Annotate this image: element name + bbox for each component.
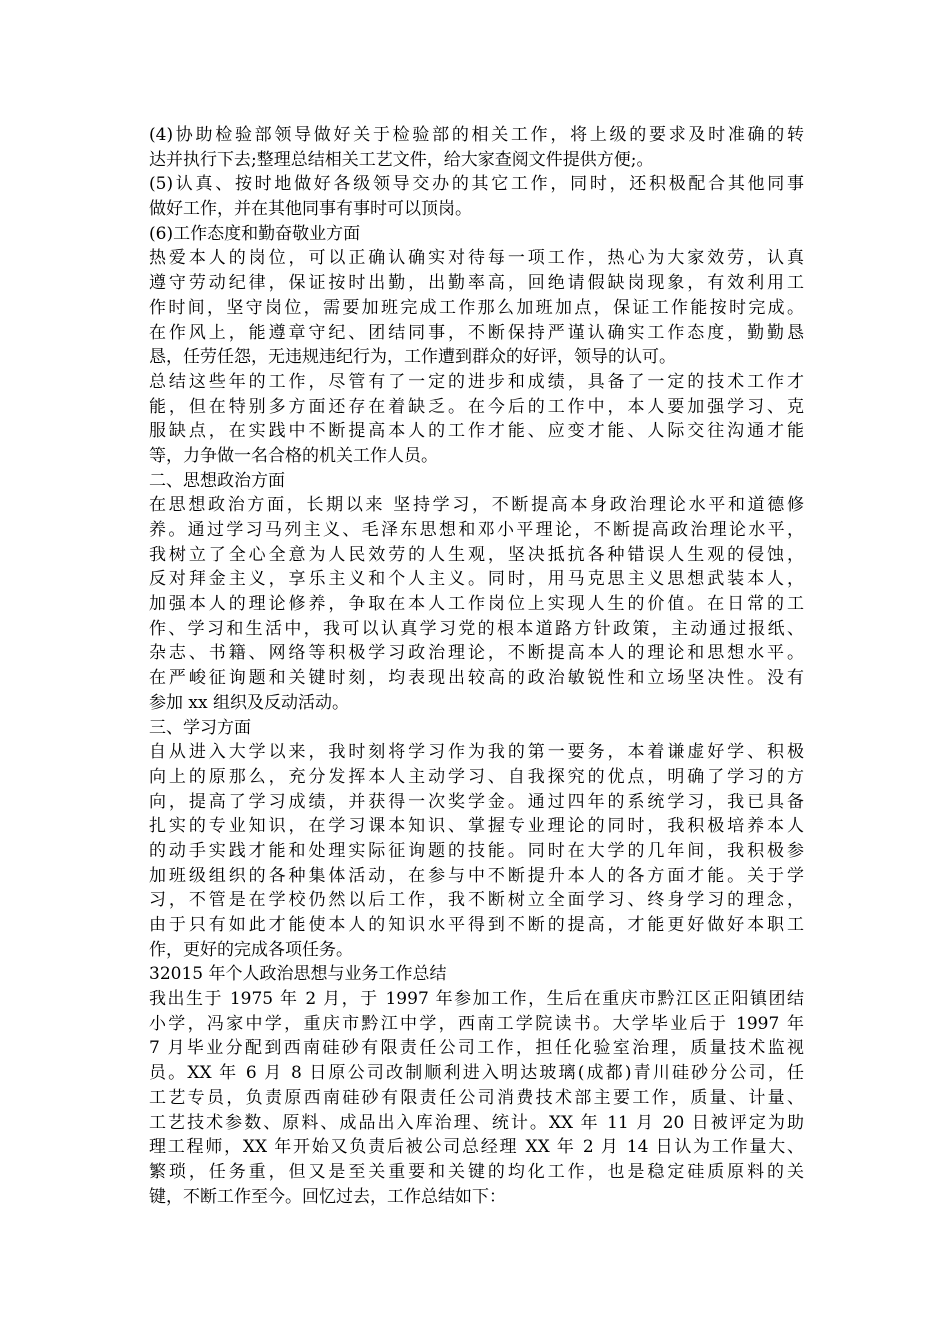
text-line: 反对拜金主义，享乐主义和个人主义。同时，用马克思主义思想武装本人， bbox=[149, 569, 804, 590]
text-line: 达并执行下去;整理总结相关工艺文件，给大家查阅文件提供方便;。 bbox=[149, 149, 654, 170]
text-line: 扎实的专业知识，在学习课本知识、掌握专业理论的同时，我积极培养本人 bbox=[149, 816, 804, 837]
text-line: 杂志、书籍、网络等积极学习政治理论，不断提高本人的理论和思想水平。 bbox=[149, 643, 804, 664]
text-line: 理工程师，XX 年开始又负责后被公司总经理 XX 年 2 月 14 日认为工作量大、 bbox=[149, 1137, 804, 1158]
text-line: 向上的原那么，充分发挥本人主动学习、自我探究的优点，明确了学习的方 bbox=[149, 766, 804, 787]
text-line: 做好工作，并在其他同事有事时可以顶岗。 bbox=[149, 199, 472, 220]
text-line: 遵守劳动纪律，保证按时出勤，出勤率高，回绝请假缺岗现象，有效利用工 bbox=[149, 273, 804, 294]
text-line: 能，但在特别多方面还存在着缺乏。在今后的工作中，本人要加强学习、克 bbox=[149, 396, 804, 417]
text-line: 习，不管是在学校仍然以后工作，我不断树立全面学习、终身学习的理念， bbox=[149, 890, 804, 911]
text-line: 恳，任劳任怨，无违规违纪行为，工作遭到群众的好评，领导的认可。 bbox=[149, 347, 676, 368]
text-line: 键，不断工作至今。回忆过去，工作总结如下： bbox=[149, 1186, 506, 1207]
text-line: 的动手实践才能和处理实际征询题的技能。同时在大学的几年间，我积极参 bbox=[149, 840, 804, 861]
text-line: 总结这些年的工作，尽管有了一定的进步和成绩，具备了一定的技术工作才 bbox=[149, 371, 804, 392]
text-line: 热爱本人的岗位，可以正确认确实对待每一项工作，热心为大家效劳，认真 bbox=[149, 248, 804, 269]
text-line: 服缺点，在实践中不断提高本人的工作才能、应变才能、人际交往沟通才能 bbox=[149, 421, 804, 442]
text-line: 小学，冯家中学，重庆市黔江中学，西南工学院读书。大学毕业后于 1997 年 bbox=[149, 1013, 804, 1034]
text-line: 参加 xx 组织及反动活动。 bbox=[149, 692, 349, 713]
text-line: 在作风上，能遵章守纪、团结同事，不断保持严谨认确实工作态度，勤勤恳 bbox=[149, 322, 804, 343]
text-line: 在思想政治方面，长期以来 坚持学习，不断提高本身政治理论水平和道德修 bbox=[149, 495, 804, 516]
text-line: 作，更好的完成各项任务。 bbox=[149, 939, 353, 960]
text-line: 员。XX 年 6 月 8 日原公司改制顺利进入明达玻璃(成都)青川硅砂分公司，任 bbox=[149, 1063, 804, 1084]
section-heading: 二、思想政治方面 bbox=[149, 470, 285, 491]
text-line: 7 月毕业分配到西南硅砂有限责任公司工作，担任化验室治理，质量技术监视 bbox=[149, 1038, 804, 1059]
text-line: 加班级组织的各种集体活动，在参与中不断提升本人的各方面才能。关于学 bbox=[149, 865, 804, 886]
text-line: 加强本人的理论修养，争取在本人工作岗位上实现人生的价值。在日常的工 bbox=[149, 594, 804, 615]
text-line: 在严峻征询题和关键时刻，均表现出较高的政治敏锐性和立场坚决性。没有 bbox=[149, 668, 804, 689]
text-line: 工艺专员，负责原西南硅砂有限责任公司消费技术部主要工作，质量、计量、 bbox=[149, 1087, 804, 1108]
section-heading: 三、学习方面 bbox=[149, 717, 251, 738]
text-line: (5)认真、按时地做好各级领导交办的其它工作，同时，还积极配合其他同事 bbox=[149, 174, 804, 195]
text-line: 向，提高了学习成绩，并获得一次奖学金。通过四年的系统学习，我已具备 bbox=[149, 791, 804, 812]
document-body bbox=[149, 123, 804, 1209]
section-heading: 32015 年个人政治思想与业务工作总结 bbox=[149, 964, 447, 985]
text-line: 等，力争做一名合格的机关工作人员。 bbox=[149, 445, 438, 466]
section-heading: (6)工作态度和勤奋敬业方面 bbox=[149, 223, 361, 244]
text-line: (4)协助检验部领导做好关于检验部的相关工作，将上级的要求及时准确的转 bbox=[149, 125, 804, 145]
text-line: 养。通过学习马列主义、毛泽东思想和邓小平理论，不断提高政治理论水平， bbox=[149, 520, 804, 540]
text-line: 作时间，坚守岗位，需要加班完成工作那么加班加点，保证工作能按时完成。 bbox=[149, 297, 804, 318]
text-line: 工艺技术参数、原料、成品出入库治理、统计。XX 年 11 月 20 日被评定为助 bbox=[149, 1112, 804, 1133]
text-line: 我树立了全心全意为人民效劳的人生观，坚决抵抗各种错误人生观的侵蚀， bbox=[149, 544, 804, 565]
text-line: 自从进入大学以来，我时刻将学习作为我的第一要务，本着谦虚好学、积极 bbox=[149, 742, 804, 763]
text-line: 我出生于 1975 年 2 月，于 1997 年参加工作，生后在重庆市黔江区正阳镇团结 bbox=[149, 989, 804, 1010]
text-line: 繁琐，任务重，但又是至关重要和关键的均化工作，也是稳定硅质原料的关 bbox=[149, 1161, 804, 1182]
text-line: 由于只有如此才能使本人的知识水平得到不断的提高，才能更好做好本职工 bbox=[149, 915, 804, 935]
text-line: 作、学习和生活中，我可以认真学习党的根本道路方针政策，主动通过报纸、 bbox=[149, 618, 804, 639]
